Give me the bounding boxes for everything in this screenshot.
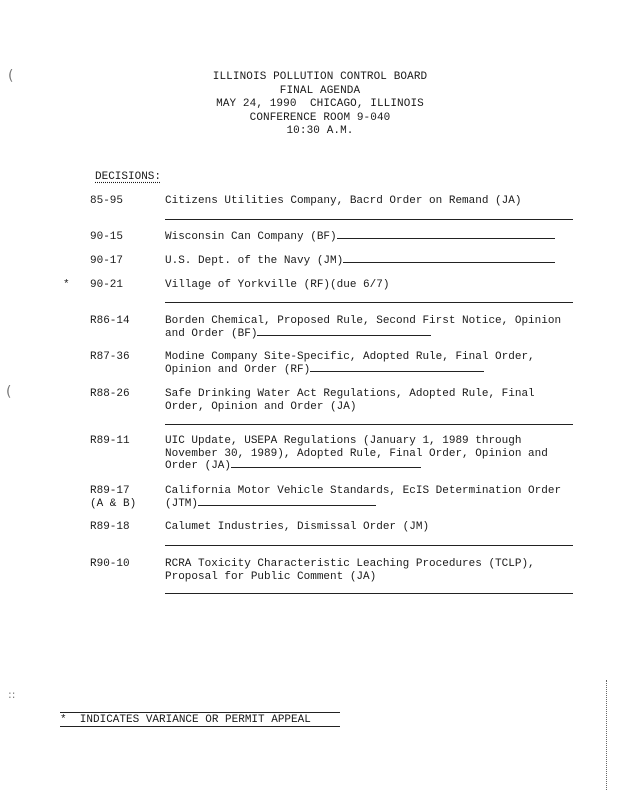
item-text: California Motor Vehicle Standards, EcIS Determination Order (JTM) [165,485,562,510]
item-description [165,435,575,473]
signature-line [337,238,555,239]
docket-number: R89-18 [90,521,130,533]
item-description: Calumet Industries, Dismissal Order (JM) [165,521,430,533]
item-description: Citizens Utilities Company, Bacrd Order on Remand (JA) [165,195,522,207]
item-description [165,315,575,340]
docket-number: R87-36 [90,351,130,363]
item-description [165,351,575,376]
signature-line [257,335,431,336]
signature-line [165,302,573,303]
scan-mark-bottom: :: [8,688,16,701]
docket-number: R89-11 [90,435,130,447]
docket-number: R89-17 (A & B) [90,485,137,510]
meeting-date-location: MAY 24, 1990 CHICAGO, ILLINOIS [216,98,424,110]
item-description [165,255,575,268]
scan-edge-line [606,680,608,790]
agenda-title: FINAL AGENDA [279,84,361,97]
item-text: UIC Update, USEPA Regulations (January 1, 1989 through November 30, 1989), Adopted Rule, Final Order, Opinion and Order (JA) [165,435,548,472]
signature-line [165,219,573,220]
docket-number: 90-17 [90,255,124,267]
signature-line [231,467,421,468]
docket-number: R86-14 [90,315,130,327]
signature-line [165,424,573,425]
docket-number: R90-10 [90,558,130,570]
agenda-header [100,71,540,139]
item-text: Wisconsin Can Company (BF) [165,231,337,243]
docket-number: 90-15 [90,231,124,243]
signature-line [310,371,484,372]
section-title: DECISIONS: [95,171,162,183]
scan-mark-middle: ( [6,384,12,400]
scan-mark-top: ( [8,68,14,84]
item-description: RCRA Toxicity Characteristic Leaching Procedures (TCLP), Proposal for Public Comment (JA) [165,558,535,583]
footnote: * INDICATES VARIANCE OR PERMIT APPEAL [60,712,340,727]
item-description [165,231,575,244]
docket-number: R88-26 [90,388,130,400]
item-text: U.S. Dept. of the Navy (JM) [165,255,344,267]
meeting-time: 10:30 A.M. [286,125,354,137]
signature-line [343,262,555,263]
item-description: Safe Drinking Water Act Regulations, Adopted Rule, Final Order, Opinion and Order (JA) [165,388,535,413]
signature-line [165,545,573,546]
signature-line [165,593,573,594]
item-text: Borden Chemical, Proposed Rule, Second First Notice, Opinion and Order (BF) [165,315,562,340]
item-description [165,485,575,510]
signature-line [198,505,376,506]
item-text: Modine Company Site-Specific, Adopted Rule, Final Order, Opinion and Order (RF) [165,351,535,376]
docket-number: 85-95 [90,195,124,207]
variance-asterisk: * [63,279,70,291]
item-description: Village of Yorkville (RF)(due 6/7) [165,279,390,291]
meeting-room: CONFERENCE ROOM 9-040 [249,111,391,124]
docket-number: 90-21 [90,279,124,291]
board-name: ILLINOIS POLLUTION CONTROL BOARD [212,71,428,83]
